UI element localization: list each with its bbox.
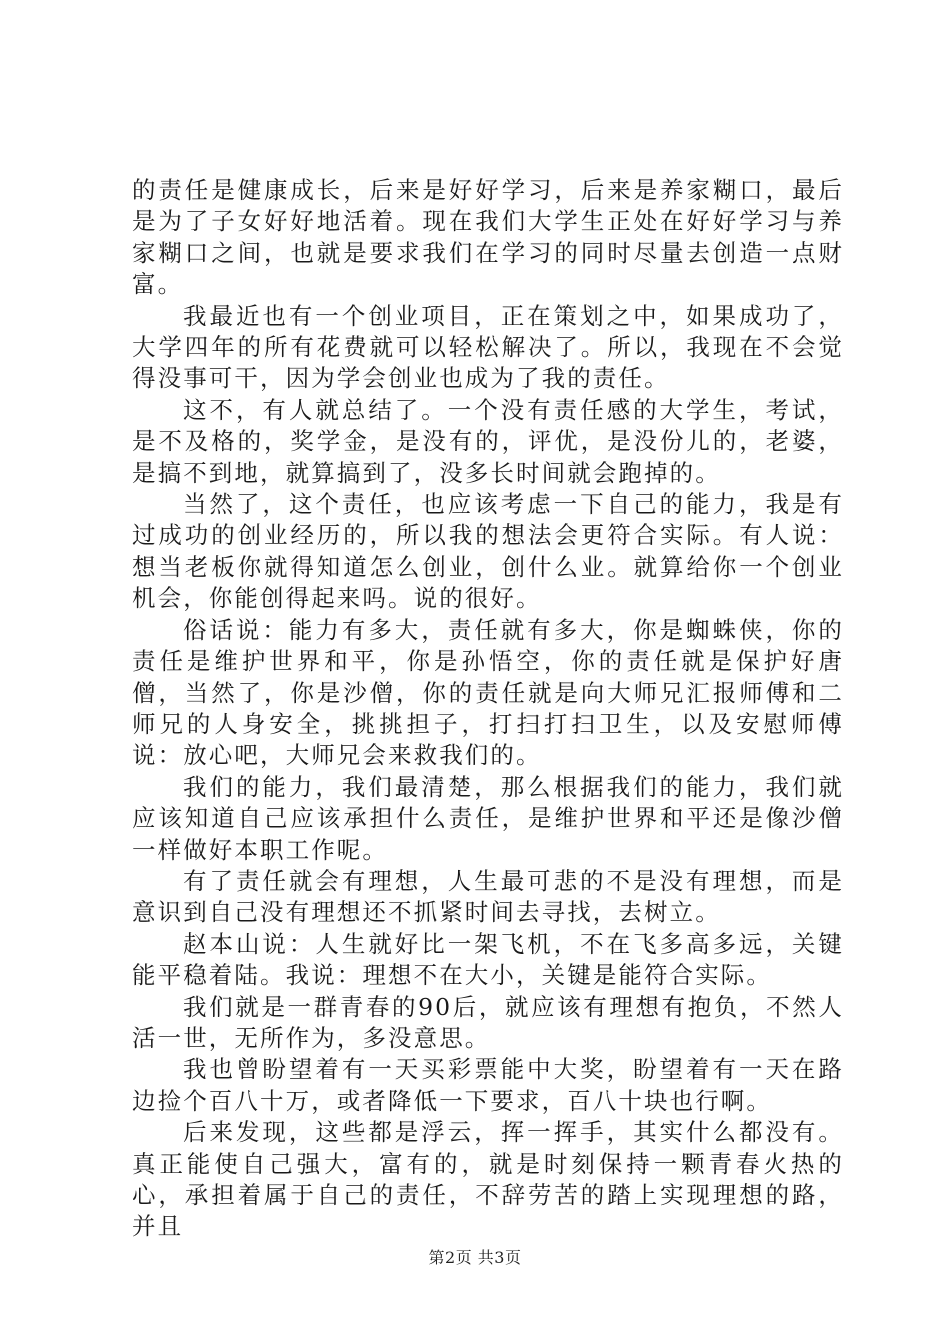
paragraph: 后来发现，这些都是浮云，挥一挥手，其实什么都没有。真正能使自己强大，富有的，就是时刻保持一颗青春火热的心，承担着属于自己的责任，不辞劳苦的踏上实现理想的路，并且 bbox=[132, 1118, 844, 1241]
paragraph: 我们的能力，我们最清楚，那么根据我们的能力，我们就应该知道自己应该承担什么责任，是维护世界和平还是像沙僧一样做好本职工作呢。 bbox=[132, 772, 844, 864]
paragraph: 俗话说：能力有多大，责任就有多大，你是蜘蛛侠，你的责任是维护世界和平，你是孙悟空，你的责任就是保护好唐僧，当然了，你是沙僧，你的责任就是向大师兄汇报师傅和二师兄的人身安全，挑挑担子，打扫打扫卫生，以及安慰师傅说：放心吧，大师兄会来救我们的。 bbox=[132, 615, 844, 770]
paragraph: 我也曾盼望着有一天买彩票能中大奖，盼望着有一天在路边捡个百八十万，或者降低一下要求，百八十块也行啊。 bbox=[132, 1055, 844, 1115]
paragraph: 赵本山说：人生就好比一架飞机，不在飞多高多远，关键能平稳着陆。我说：理想不在大小，关键是能符合实际。 bbox=[132, 929, 844, 990]
paragraph: 当然了，这个责任，也应该考虑一下自己的能力，我是有过成功的创业经历的，所以我的想法会更符合实际。有人说：想当老板你就得知道怎么创业，创什么业。就算给你一个创业机会，你能创得起来吗。说的很好。 bbox=[132, 490, 844, 613]
document-body bbox=[132, 175, 844, 1243]
paragraph: 我最近也有一个创业项目，正在策划之中，如果成功了，大学四年的所有花费就可以轻松解决了。所以，我现在不会觉得没事可干，因为学会创业也成为了我的责任。 bbox=[132, 301, 844, 393]
paragraph: 有了责任就会有理想，人生最可悲的不是没有理想，而是意识到自己没有理想还不抓紧时间去寻找，去树立。 bbox=[132, 866, 844, 927]
paragraph: 的责任是健康成长，后来是好好学习，后来是养家糊口，最后是为了子女好好地活着。现在我们大学生正处在好好学习与养家糊口之间，也就是要求我们在学习的同时尽量去创造一点财富。 bbox=[132, 176, 844, 299]
paragraph: 这不，有人就总结了。一个没有责任感的大学生，考试，是不及格的，奖学金，是没有的，评优，是没份儿的，老婆，是搞不到地，就算搞到了，没多长时间就会跑掉的。 bbox=[132, 395, 844, 487]
page-number-footer: 第2页 共3页 bbox=[428, 1248, 522, 1267]
paragraph: 我们就是一群青春的90后，就应该有理想有抱负，不然人活一世，无所作为，多没意思。 bbox=[132, 992, 844, 1052]
